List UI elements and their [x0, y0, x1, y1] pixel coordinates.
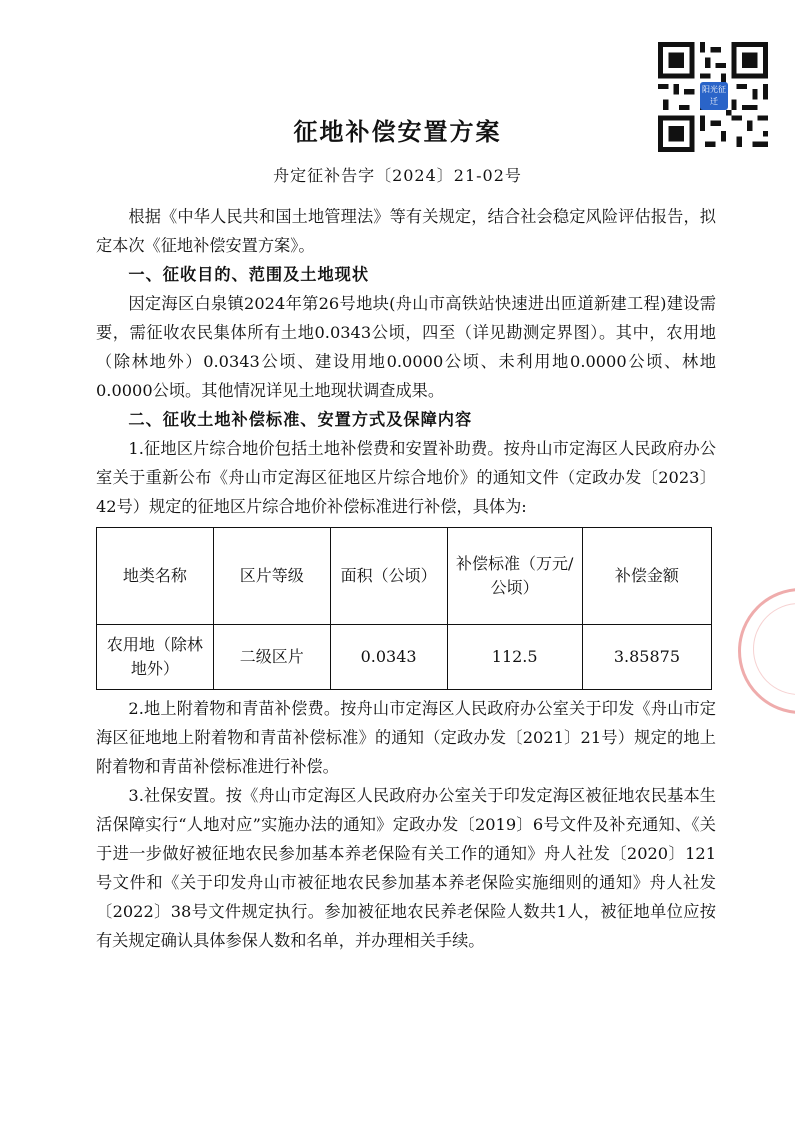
- table-header-cell: 面积（公顷）: [330, 528, 447, 625]
- section2-heading: 二、征收土地补偿标准、安置方式及保障内容: [128, 410, 473, 429]
- document-title: 征地补偿安置方案: [293, 118, 502, 146]
- section2-item3: 3.社保安置。按《舟山市定海区人民政府办公室关于印发定海区被征地农民基本生活保障实行“人地对应”实施办法的通知》定政办发〔2019〕6号文件及补充通知、《关于进一步做好被征地农民参加基本养老保险有关工作的通知》舟人社发〔2020〕121号文件和《关于印发舟山市被征地农民参加基本养老保险实施细则的通知》舟人社发〔2022〕38号文件规定执行。参加被征地农民养老保险人数共1人，被征地单位应按有关规定确认具体参保人数和名单，并办理相关手续。: [96, 786, 716, 950]
- table-header-cell: 地类名称: [97, 528, 214, 625]
- section2-item1: 1.征地区片综合地价包括土地补偿费和安置补助费。按舟山市定海区人民政府办公室关于重新公布《舟山市定海区征地区片综合地价》的通知文件（定政办发〔2023〕42号）规定的征地区片综合地价补偿标准进行补偿，具体为:: [96, 439, 716, 516]
- table-cell: 二级区片: [213, 625, 330, 690]
- section2-item2: 2.地上附着物和青苗补偿费。按舟山市定海区人民政府办公室关于印发《舟山市定海区征地地上附着物和青苗补偿标准》的通知（定政办发〔2021〕21号）规定的地上附着物和青苗补偿标准进行补偿。: [96, 699, 716, 776]
- table-header-cell: 补偿金额: [582, 528, 711, 625]
- section1-heading: 一、征收目的、范围及土地现状: [128, 265, 370, 284]
- document-body: [96, 202, 716, 955]
- table-cell: 农用地（除林地外）: [97, 625, 214, 690]
- table-header-row: [97, 528, 712, 625]
- compensation-table: [96, 527, 712, 690]
- official-seal-inner-ring: [753, 603, 795, 695]
- table-header-cell: 区片等级: [213, 528, 330, 625]
- table-row: [97, 625, 712, 690]
- table-cell: 3.85875: [582, 625, 711, 690]
- intro-paragraph: 根据《中华人民共和国土地管理法》等有关规定，结合社会稳定风险评估报告，拟定本次《征地补偿安置方案》。: [96, 207, 716, 255]
- document-number: 舟定征补告字〔2024〕21-02号: [273, 166, 522, 185]
- table-cell: 112.5: [447, 625, 582, 690]
- table-cell: 0.0343: [330, 625, 447, 690]
- official-seal: [738, 588, 795, 714]
- qr-badge: 阳光征迁: [700, 82, 728, 110]
- section1-paragraph: 因定海区白泉镇2024年第26号地块(舟山市高铁站快速进出匝道新建工程)建设需要，需征收农民集体所有土地0.0343公顷，四至（详见勘测定界图）。其中，农用地（除林地外）0.0343公顷、建设用地0.0000公顷、未利用地0.0000公顷、林地0.0000公顷。其他情况详见土地现状调查成果。: [96, 294, 716, 400]
- table-header-cell: 补偿标准（万元/公顷）: [447, 528, 582, 625]
